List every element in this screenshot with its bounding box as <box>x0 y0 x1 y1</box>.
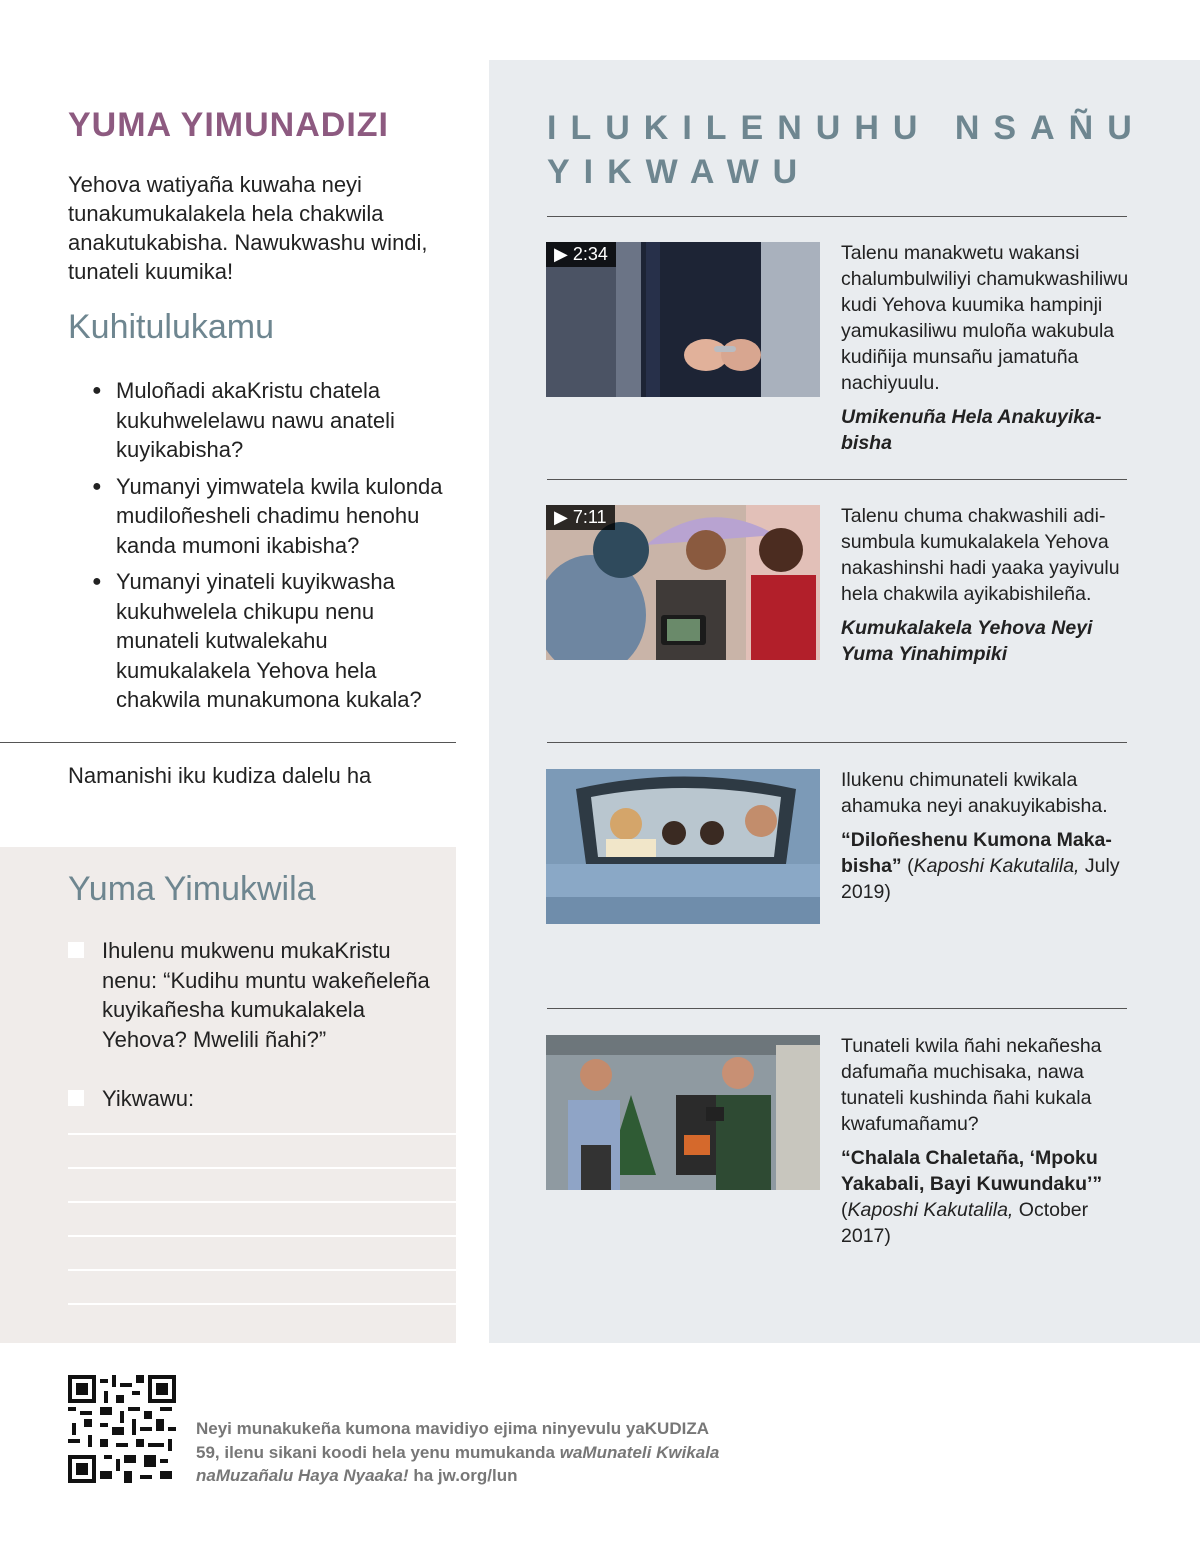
media-reference-title[interactable]: “Chalala Chaletaña, ‘Mpoku Yakabali, Bayi Kuwundaku’” <box>841 1147 1103 1195</box>
media-description-text: Ilukenu chimunateli kwikala ahamuka neyi anakuyikabisha. <box>841 769 1108 817</box>
media-reference-title[interactable]: “Diloñeshenu Kumona Makabisha” <box>841 829 1112 877</box>
divider <box>547 216 1127 217</box>
date-completed-line: Namanishi iku kudiza dalelu ha <box>68 763 372 788</box>
learned-title: YUMA YIMUNADIZI <box>68 106 389 144</box>
write-line[interactable] <box>68 1133 456 1135</box>
review-question-text: Yumanyi yimwatela kwila kulonda mudiloñesheli chadimu henohu kanda mumoni ikabisha? <box>116 473 443 558</box>
checkbox[interactable] <box>68 942 84 958</box>
review-question <box>92 376 452 465</box>
write-line[interactable] <box>68 1235 456 1237</box>
media-reference[interactable] <box>841 1145 1131 1249</box>
footer-link-text[interactable]: ha jw.org/lun <box>408 1466 518 1485</box>
video-duration <box>546 242 616 267</box>
media-reference-paren: ( <box>841 1199 848 1221</box>
media-description <box>841 767 1131 905</box>
duration-text: 7:11 <box>572 507 607 527</box>
media-description-text: Tunateli kwila ñahi nekañesha dafumaña muchisaka, nawa tunateli kushinda ñahi kukala kwafumañamu? <box>841 1035 1102 1135</box>
video-duration <box>546 505 615 530</box>
divider <box>0 742 456 743</box>
write-line[interactable] <box>68 1201 456 1203</box>
explore-title: ILUKILENUHU NSAÑU YIKWAWU <box>547 109 1146 191</box>
media-reference-date: October 2017) <box>841 1199 1089 1247</box>
review-question-text: Yumanyi yinateli kuyikwasha kukuhwelela chikupu nenu munateli kutwalekahu kumukalakela Yehova hela chakwila munakumona kukala? <box>116 569 422 712</box>
handcuffed-hands-image[interactable] <box>546 242 820 397</box>
divider <box>547 742 1127 743</box>
media-reference-title[interactable]: Kumukalakela Yehova Neyi Yuma Yinahimpiki <box>841 617 1093 665</box>
learned-text: Yehova watiyaña kuwaha neyi tunakumukalakela hela chakwila anakutukabisha. Nawukwashu windi, tunateli kuumika! <box>68 172 428 284</box>
review-question <box>92 472 452 561</box>
media-reference-source: Kaposhi Kakutalila, <box>847 1199 1014 1221</box>
goal-item-text: Yikwawu: <box>102 1086 195 1111</box>
write-line[interactable] <box>68 1303 456 1305</box>
review-question <box>92 567 452 715</box>
media-reference-title[interactable]: Umikenuña Hela Anakuyikabisha <box>841 406 1102 454</box>
media-description <box>841 240 1131 456</box>
media-reference-source: Kaposhi Kakutalila, <box>913 855 1080 877</box>
divider <box>547 479 1127 480</box>
qr-art <box>68 1375 176 1483</box>
media-description-text: Talenu manakwetu wakansi chalumbulwiliyi chamukwashiliwu kudi Yehova kuumika hampinji yamukasiliwu muloña wakubula kudiñija munsañu jamatuña nachiyuulu. <box>841 242 1129 394</box>
thumbnail-art <box>546 1035 820 1190</box>
review-question-text: Muloñadi akaKristu chatela kukuhwelelawu nawu anateli kuyikabisha? <box>116 378 395 462</box>
write-line[interactable] <box>68 1269 456 1271</box>
goal-item-text: Ihulenu mukwenu mukaKristu nenu: “Kudihu muntu wakeñeleña kuyikañesha kumukalakela Yehova? Mwelili ñahi?” <box>102 938 430 1052</box>
review-list <box>92 376 452 722</box>
ministry-umbrella-image[interactable] <box>546 505 820 660</box>
goal-item[interactable] <box>68 936 438 1054</box>
review-title: Kuhitulukamu <box>68 308 275 346</box>
bullet-icon: ● <box>92 382 102 399</box>
goal-item[interactable] <box>68 1084 438 1114</box>
footer-text-main: Neyi munakukeña kumona mavidiyo ejima ninyevulu yaKUDIZA 59, ilenu sikani koodi hela yenu mumukanda <box>196 1419 709 1462</box>
bullet-icon: ● <box>92 573 102 590</box>
media-description <box>841 1033 1131 1249</box>
media-reference-date: July 2019) <box>841 855 1120 903</box>
play-icon: ▶ <box>554 244 568 264</box>
write-line[interactable] <box>68 1167 456 1169</box>
checkbox[interactable] <box>68 1090 84 1106</box>
play-icon: ▶ <box>554 507 568 527</box>
goal-title: Yuma Yimukwila <box>68 870 316 908</box>
media-description-text: Talenu chuma chakwashili adisumbula kumukalakela Yehova nakashinshi hadi yaaka yayivulu hela chakwila ayikabishileña. <box>841 505 1120 605</box>
media-reference[interactable] <box>841 827 1131 905</box>
qr-code-icon[interactable] <box>68 1375 176 1483</box>
book-title: waMunateli Kwikala naMuzañalu Haya Nyaaka! <box>196 1442 720 1485</box>
footer-text <box>196 1417 736 1488</box>
duration-text: 2:34 <box>572 244 608 264</box>
father-son-argument-image[interactable] <box>546 1035 820 1190</box>
bullet-icon: ● <box>92 477 102 495</box>
media-reference-paren: ( <box>901 855 914 877</box>
media-description <box>841 503 1131 667</box>
thumbnail-art <box>546 769 820 924</box>
divider <box>547 1008 1127 1009</box>
family-car-image[interactable] <box>546 769 820 924</box>
